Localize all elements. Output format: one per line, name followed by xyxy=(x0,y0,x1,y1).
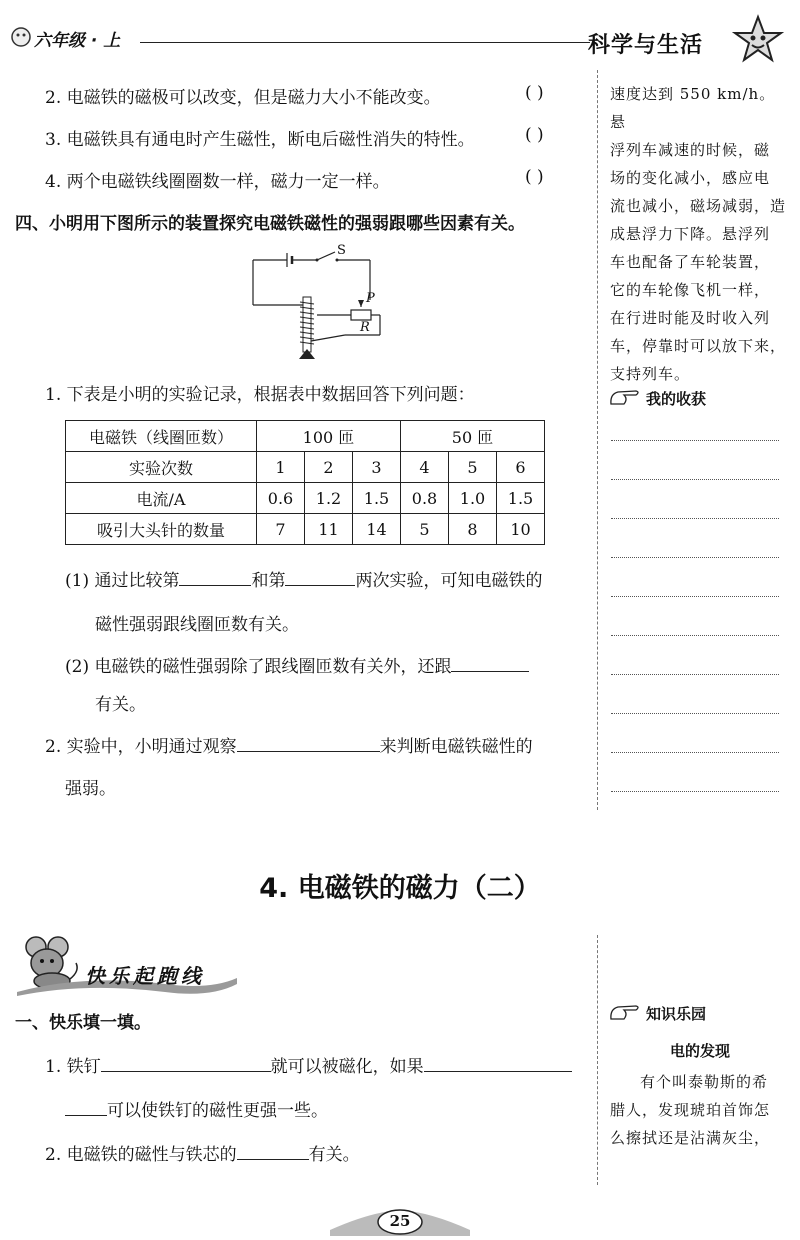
knowledge-text xyxy=(610,1068,795,1152)
table-cell: 4 xyxy=(401,452,449,483)
question-2-cont: 强弱。 xyxy=(65,779,116,799)
table-header-row xyxy=(66,421,545,452)
sidebar-divider-top xyxy=(597,70,598,810)
answer-blank[interactable] xyxy=(285,567,355,586)
sub-question-1 xyxy=(65,566,542,591)
grade-label: 六年级 · 上 xyxy=(34,31,121,51)
sub1-text-c: 两次实验，可知电磁铁的 xyxy=(355,571,543,591)
table-cell: 2 xyxy=(305,452,353,483)
answer-paren-4[interactable]: ( ) xyxy=(525,167,544,187)
table-cell: 1 xyxy=(257,452,305,483)
pointing-hand-icon xyxy=(608,1001,642,1023)
notes-line[interactable] xyxy=(611,557,779,558)
knowledge-line: 有个叫泰勒斯的希 xyxy=(640,1073,769,1091)
section-4-title: 四、小明用下图所示的装置探究电磁铁磁性的强弱跟哪些因素有关。 xyxy=(15,214,525,234)
sidebar-line: 流也减小，磁场减弱，造 xyxy=(610,197,787,215)
notes-line[interactable] xyxy=(611,752,779,753)
fill2-text-a: 2. 电磁铁的磁性与铁芯的 xyxy=(45,1145,237,1165)
notes-line[interactable] xyxy=(611,635,779,636)
fill1-text-a: 1. 铁钉 xyxy=(45,1057,101,1077)
knowledge-heading: 知识乐园 xyxy=(646,1005,707,1023)
fill1-text-b: 就可以被磁化，如果 xyxy=(270,1057,424,1077)
sidebar-line: 在行进时能及时收入列 xyxy=(610,309,771,327)
switch-label: S xyxy=(337,243,346,258)
table-cell: 100 匝 xyxy=(257,421,401,452)
fill-question-1-cont xyxy=(65,1096,328,1121)
pointing-hand-icon xyxy=(608,386,642,408)
q2-text-a: 2. 实验中，小明通过观察 xyxy=(45,737,237,757)
answer-blank[interactable] xyxy=(65,1097,107,1116)
table-cell: 吸引大头针的数量 xyxy=(66,514,257,545)
answer-blank[interactable] xyxy=(424,1053,572,1072)
part-1-title: 一、快乐填一填。 xyxy=(15,1013,151,1033)
notes-line[interactable] xyxy=(611,518,779,519)
sidebar-line: 速度达到 550 km/h。悬 xyxy=(610,85,776,131)
table-cell: 8 xyxy=(449,514,497,545)
table-cell: 电流/A xyxy=(66,483,257,514)
sub-question-2 xyxy=(65,652,529,677)
page-number: 25 xyxy=(389,1212,411,1230)
banner-title: 快乐起跑线 xyxy=(85,964,205,988)
table-cell: 6 xyxy=(497,452,545,483)
table-cell: 11 xyxy=(305,514,353,545)
sidebar-line: 场的变化减小，感应电 xyxy=(610,169,771,187)
resistor-label: R xyxy=(360,320,370,335)
notes-line[interactable] xyxy=(611,479,779,480)
answer-paren-2[interactable]: ( ) xyxy=(525,83,544,103)
answer-paren-3[interactable]: ( ) xyxy=(525,125,544,145)
table-cell: 10 xyxy=(497,514,545,545)
brand-title: 科学与生活 xyxy=(588,33,704,58)
fill-question-2 xyxy=(45,1140,360,1165)
question-1-intro: 1. 下表是小明的实验记录，根据表中数据回答下列问题： xyxy=(45,385,475,405)
answer-blank[interactable] xyxy=(237,733,380,752)
table-cell: 1.5 xyxy=(497,483,545,514)
knowledge-subtitle: 电的发现 xyxy=(669,1042,730,1060)
fill-question-1 xyxy=(45,1052,572,1077)
notes-line[interactable] xyxy=(611,713,779,714)
sub-question-2-cont: 有关。 xyxy=(95,695,146,715)
knowledge-line: 腊人，发现琥珀首饰怎 xyxy=(610,1101,771,1119)
table-cell: 7 xyxy=(257,514,305,545)
notes-line[interactable] xyxy=(611,596,779,597)
notes-line[interactable] xyxy=(611,440,779,441)
slider-label: P xyxy=(366,291,375,306)
question-3: 3. 电磁铁具有通电时产生磁性，断电后磁性消失的特性。 xyxy=(45,130,475,150)
answer-blank[interactable] xyxy=(451,653,529,672)
question-2: 2. 电磁铁的磁极可以改变，但是磁力大小不能改变。 xyxy=(45,88,441,108)
table-cell: 1.2 xyxy=(305,483,353,514)
notes-line[interactable] xyxy=(611,674,779,675)
table-cell: 实验次数 xyxy=(66,452,257,483)
lesson-title: 4. 电磁铁的磁力（二） xyxy=(259,873,541,904)
table-cell: 0.6 xyxy=(257,483,305,514)
table-row xyxy=(66,483,545,514)
question-2-observe xyxy=(45,732,533,757)
sub-question-1-cont: 磁性强弱跟线圈匝数有关。 xyxy=(95,615,299,635)
table-cell: 电磁铁（线圈匝数） xyxy=(66,421,257,452)
header-rule xyxy=(140,42,590,43)
fill1-text-c: 可以使铁钉的磁性更强一些。 xyxy=(107,1101,328,1121)
fill2-text-b: 有关。 xyxy=(308,1145,360,1165)
brand-star-icon xyxy=(732,14,784,66)
sidebar-article-text xyxy=(610,80,790,388)
harvest-heading: 我的收获 xyxy=(646,390,707,408)
table-row xyxy=(66,514,545,545)
sidebar-line: 成悬浮力下降。悬浮列 xyxy=(610,225,771,243)
table-cell: 1.5 xyxy=(353,483,401,514)
knowledge-line: 么擦拭还是沾满灰尘， xyxy=(610,1129,771,1147)
sidebar-line: 它的车轮像飞机一样， xyxy=(610,281,771,299)
q2-text-b: 来判断电磁铁磁性的 xyxy=(379,737,533,757)
sidebar-line: 车，停靠时可以放下来， xyxy=(610,337,787,355)
table-row xyxy=(66,452,545,483)
table-cell: 5 xyxy=(401,514,449,545)
table-cell: 14 xyxy=(353,514,401,545)
table-cell: 0.8 xyxy=(401,483,449,514)
sidebar-divider-bottom xyxy=(597,935,598,1185)
table-cell: 3 xyxy=(353,452,401,483)
sidebar-line: 支持列车。 xyxy=(610,365,691,383)
question-4: 4. 两个电磁铁线圈圈数一样，磁力一定一样。 xyxy=(45,172,390,192)
table-cell: 5 xyxy=(449,452,497,483)
answer-blank[interactable] xyxy=(101,1053,271,1072)
sub2-text-a: (2) 电磁铁的磁性强弱除了跟线圈匝数有关外，还跟 xyxy=(65,657,452,677)
sidebar-line: 车也配备了车轮装置， xyxy=(610,253,771,271)
header-left-icon xyxy=(10,26,32,48)
sidebar-line: 浮列车减速的时候，磁 xyxy=(610,141,771,159)
table-cell: 50 匝 xyxy=(401,421,545,452)
answer-blank[interactable] xyxy=(237,1141,309,1160)
sub1-text-b: 和第 xyxy=(251,571,286,591)
experiment-table xyxy=(65,420,545,545)
table-cell: 1.0 xyxy=(449,483,497,514)
notes-line[interactable] xyxy=(611,791,779,792)
sub1-text-a: (1) 通过比较第 xyxy=(65,571,180,591)
answer-blank[interactable] xyxy=(179,567,251,586)
